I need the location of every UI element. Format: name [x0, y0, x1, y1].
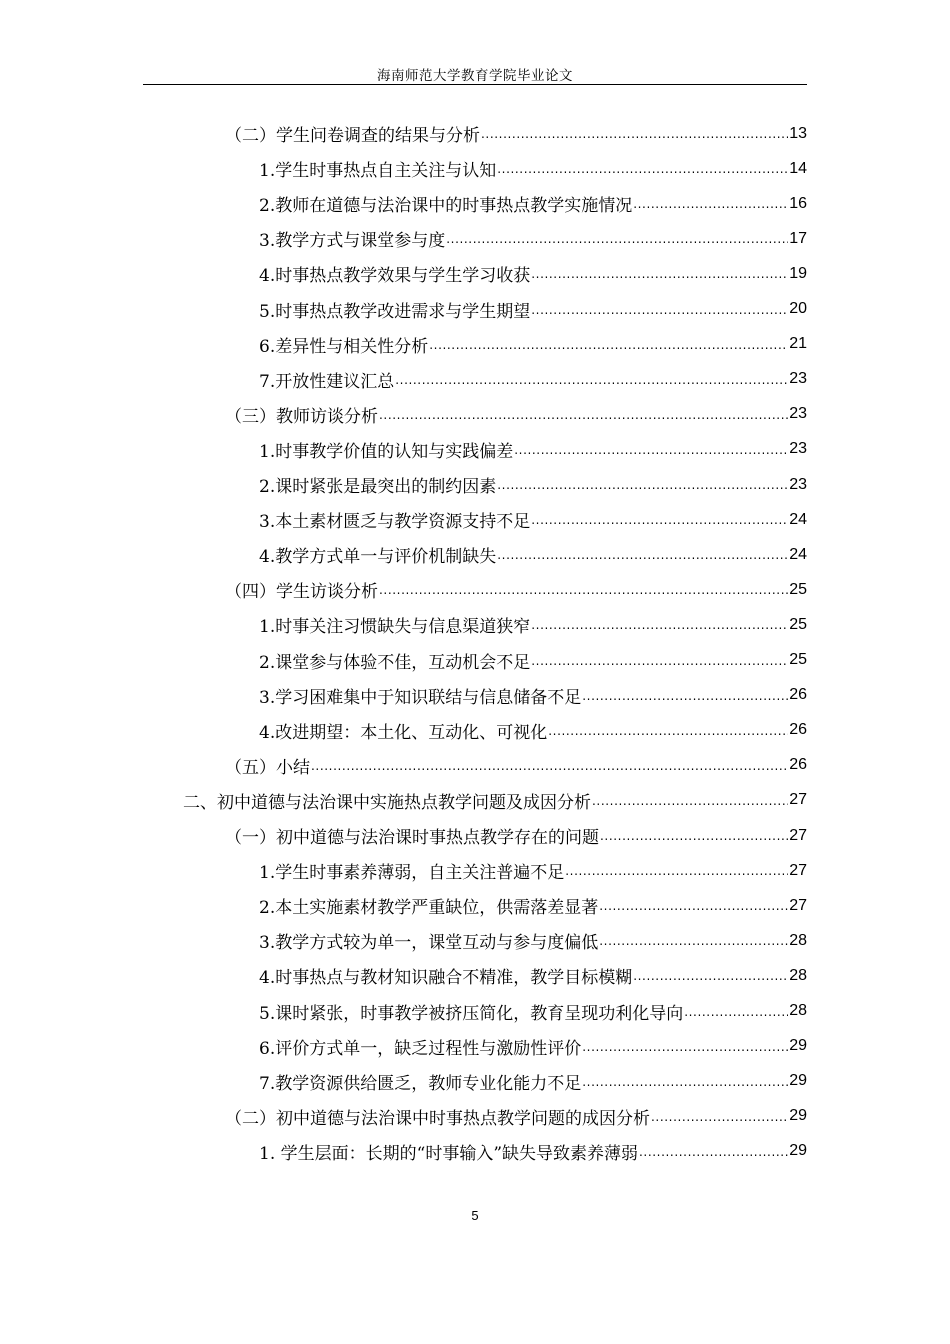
toc-entry[interactable] — [225, 748, 807, 783]
toc-entry-label: 4.时事热点与教材知识融合不精准，教学目标模糊 — [259, 968, 633, 989]
toc-entry-page-number: 26 — [789, 721, 807, 739]
toc-dot-leader — [531, 513, 788, 537]
toc-dot-leader — [531, 267, 788, 291]
toc-dot-leader — [599, 934, 788, 958]
toc-dot-leader — [395, 373, 788, 397]
toc-dot-leader — [531, 303, 788, 327]
header-divider — [143, 84, 807, 85]
toc-entry-label: 1. 学生层面：长期的“时事输入”缺失导致素养薄弱 — [259, 1143, 639, 1164]
toc-entry[interactable] — [259, 994, 807, 1029]
toc-entry-label: 5.课时紧张，时事教学被挤压简化，教育呈现功利化导向 — [259, 1003, 684, 1024]
toc-dot-leader — [600, 829, 788, 853]
toc-dot-leader — [379, 583, 788, 607]
toc-entry-page-number: 21 — [789, 335, 807, 353]
toc-entry-label: 6.差异性与相关性分析 — [259, 336, 429, 357]
toc-entry[interactable] — [259, 256, 807, 291]
toc-entry-label: 3.教学方式较为单一，课堂互动与参与度偏低 — [259, 933, 599, 954]
toc-entry-page-number: 14 — [789, 159, 807, 177]
toc-entry[interactable] — [225, 572, 807, 607]
toc-entry[interactable] — [259, 1134, 807, 1169]
toc-entry-page-number: 25 — [789, 651, 807, 668]
toc-entry-page-number: 28 — [789, 1002, 807, 1019]
toc-entry-label: 2.课堂参与体验不佳，互动机会不足 — [259, 652, 531, 673]
toc-entry-label: 2.教师在道德与法治课中的时事热点教学实施情况 — [259, 196, 633, 217]
toc-entry-label: （二）初中道德与法治课中时事热点教学问题的成因分析 — [225, 1108, 650, 1129]
toc-entry[interactable] — [183, 783, 807, 818]
toc-entry[interactable] — [259, 958, 807, 993]
toc-entry[interactable] — [225, 116, 807, 151]
toc-dot-leader — [531, 618, 788, 642]
toc-entry-label: （五）小结 — [225, 757, 310, 778]
toc-entry[interactable] — [259, 888, 807, 923]
toc-dot-leader — [497, 162, 788, 186]
toc-entry[interactable] — [259, 923, 807, 958]
toc-entry-page-number: 23 — [789, 370, 807, 388]
toc-entry[interactable] — [259, 537, 807, 572]
toc-entry-label: 二、初中道德与法治课中实施热点教学问题及成因分析 — [183, 792, 591, 813]
toc-dot-leader — [582, 1040, 788, 1064]
toc-dot-leader — [514, 443, 788, 467]
toc-entry-label: 3.学习困难集中于知识联结与信息储备不足 — [259, 687, 582, 708]
toc-entry-page-number: 27 — [789, 826, 807, 844]
toc-entry-page-number: 27 — [789, 896, 807, 914]
toc-entry[interactable] — [259, 713, 807, 748]
toc-entry-page-number: 29 — [789, 1142, 807, 1160]
toc-entry[interactable] — [225, 818, 807, 853]
toc-entry-page-number: 25 — [789, 580, 807, 598]
toc-entry[interactable] — [259, 643, 807, 678]
toc-dot-leader — [497, 478, 788, 502]
running-header: 海南师范大学教育学院毕业论文 — [377, 68, 573, 84]
toc-entry[interactable] — [259, 327, 807, 362]
toc-entry-page-number: 24 — [789, 510, 807, 528]
toc-entry[interactable] — [259, 432, 807, 467]
toc-entry[interactable] — [225, 1099, 807, 1134]
toc-entry[interactable] — [259, 502, 807, 537]
toc-entry-label: 2.本土实施素材教学严重缺位，供需落差显著 — [259, 898, 599, 919]
toc-dot-leader — [639, 1145, 788, 1169]
toc-dot-leader — [633, 969, 788, 993]
toc-entry-page-number: 19 — [789, 264, 807, 282]
toc-dot-leader — [582, 689, 788, 713]
toc-entry-label: 7.教学资源供给匮乏，教师专业化能力不足 — [259, 1073, 582, 1094]
toc-entry-label: 3.教学方式与课堂参与度 — [259, 231, 446, 252]
toc-entry-page-number: 24 — [789, 545, 807, 563]
toc-entry-label: （一）初中道德与法治课时事热点教学存在的问题 — [225, 828, 599, 848]
toc-entry-label: （三）教师访谈分析 — [225, 406, 378, 427]
toc-entry[interactable] — [259, 151, 807, 186]
toc-entry-page-number: 29 — [789, 1107, 807, 1125]
toc-dot-leader — [599, 899, 788, 923]
toc-entry-label: 2.课时紧张是最突出的制约因素 — [259, 477, 497, 497]
toc-entry-page-number: 28 — [789, 966, 807, 984]
toc-entry-label: 1.时事关注习惯缺失与信息渠道狭窄 — [259, 617, 531, 638]
toc-entry-label: 1.学生时事热点自主关注与认知 — [259, 161, 497, 182]
toc-entry[interactable] — [259, 853, 807, 888]
toc-entry-page-number: 27 — [789, 861, 807, 879]
toc-dot-leader — [311, 759, 788, 783]
toc-entry[interactable] — [259, 678, 807, 713]
toc-dot-leader — [446, 232, 788, 256]
toc-dot-leader — [531, 654, 788, 678]
toc-entry[interactable] — [259, 1029, 807, 1064]
page-number: 5 — [471, 1208, 479, 1223]
toc-entry-label: 4.时事热点教学效果与学生学习收获 — [259, 266, 531, 287]
toc-entry-page-number: 13 — [789, 124, 807, 142]
toc-entry-page-number: 26 — [789, 686, 807, 704]
toc-dot-leader — [684, 1005, 788, 1029]
toc-entry-page-number: 16 — [789, 194, 807, 212]
toc-entry-page-number: 29 — [789, 1037, 807, 1055]
toc-entry-page-number: 25 — [789, 615, 807, 633]
toc-entry-label: （二）学生问卷调查的结果与分析 — [225, 126, 480, 146]
toc-entry[interactable] — [259, 1064, 807, 1099]
toc-entry-label: 1.学生时事素养薄弱，自主关注普遍不足 — [259, 863, 565, 884]
toc-entry-label: 5.时事热点教学改进需求与学生期望 — [259, 301, 531, 322]
toc-entry-page-number: 28 — [789, 931, 807, 949]
toc-entry[interactable] — [259, 221, 807, 256]
toc-dot-leader — [633, 197, 788, 221]
toc-entry[interactable] — [259, 607, 807, 642]
toc-entry-page-number: 17 — [789, 229, 807, 247]
toc-dot-leader — [379, 408, 788, 432]
toc-dot-leader — [497, 548, 788, 572]
toc-entry-label: 1.时事教学价值的认知与实践偏差 — [259, 441, 514, 462]
toc-entry-page-number: 23 — [789, 405, 807, 423]
toc-entry[interactable] — [259, 186, 807, 221]
toc-entry-page-number: 27 — [789, 791, 807, 809]
toc-entry-label: 3.本土素材匮乏与教学资源支持不足 — [259, 512, 531, 533]
toc-dot-leader — [429, 338, 788, 362]
toc-dot-leader — [651, 1110, 788, 1134]
toc-entry[interactable] — [259, 362, 807, 397]
toc-entry-page-number: 23 — [789, 440, 807, 458]
toc-entry-label: 7.开放性建议汇总 — [259, 371, 395, 392]
toc-dot-leader — [582, 1075, 788, 1099]
toc-entry-label: 4.教学方式单一与评价机制缺失 — [259, 547, 497, 568]
toc-entry[interactable] — [225, 397, 807, 432]
toc-entry-label: 4.改进期望：本土化、互动化、可视化 — [259, 722, 548, 743]
toc-dot-leader — [592, 794, 788, 818]
toc-entry[interactable] — [259, 467, 807, 502]
toc-dot-leader — [481, 127, 788, 151]
toc-entry-label: （四）学生访谈分析 — [225, 582, 378, 603]
toc-dot-leader — [565, 864, 788, 888]
toc-entry-label: 6.评价方式单一，缺乏过程性与激励性评价 — [259, 1038, 582, 1059]
toc-entry-page-number: 26 — [789, 756, 807, 774]
toc-entry-page-number: 29 — [789, 1072, 807, 1090]
toc-entry-page-number: 20 — [789, 300, 807, 317]
toc-entry[interactable] — [259, 292, 807, 327]
toc-dot-leader — [548, 724, 788, 748]
toc-entry-page-number: 23 — [789, 475, 807, 493]
